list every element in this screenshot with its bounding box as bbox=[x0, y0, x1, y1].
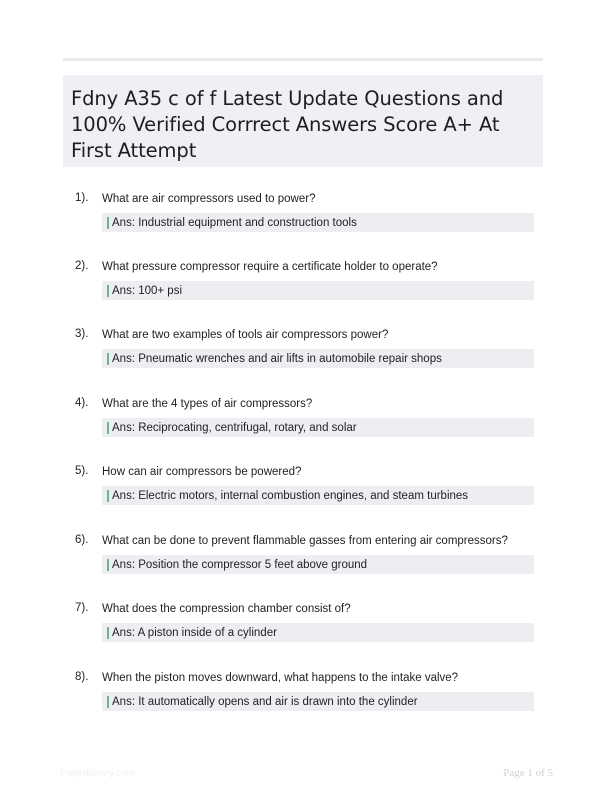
question-number: 7). bbox=[75, 602, 89, 614]
answer-text: Ans: 100+ psi bbox=[112, 284, 183, 297]
answer-marker bbox=[107, 559, 109, 571]
answer-box bbox=[102, 281, 534, 300]
answer-box bbox=[102, 692, 534, 711]
question-number: 3). bbox=[75, 328, 89, 340]
answer-text: Ans: It automatically opens and air is drawn into the cylinder bbox=[112, 695, 418, 708]
question-item bbox=[0, 191, 606, 251]
question-text: What are the 4 types of air compressors? bbox=[102, 398, 313, 410]
answer-text: Ans: Position the compressor 5 feet above ground bbox=[112, 558, 368, 571]
answer-box bbox=[102, 418, 534, 437]
answer-text: Ans: A piston inside of a cylinder bbox=[112, 626, 277, 639]
question-item bbox=[0, 327, 606, 387]
question-number: 2). bbox=[75, 260, 89, 272]
title-banner bbox=[63, 75, 543, 167]
answer-marker bbox=[107, 217, 109, 229]
question-number: 8). bbox=[75, 671, 89, 683]
question-text: How can air compressors be powered? bbox=[102, 466, 302, 478]
question-item bbox=[0, 259, 606, 319]
question-text: What are two examples of tools air compressors power? bbox=[102, 329, 389, 341]
question-item bbox=[0, 533, 606, 593]
answer-text: Ans: Industrial equipment and construction tools bbox=[112, 216, 357, 229]
question-item bbox=[0, 601, 606, 661]
answer-box bbox=[102, 213, 534, 232]
watermark-text: Paperlibrary.com bbox=[60, 768, 135, 779]
answer-box bbox=[102, 486, 534, 505]
answer-marker bbox=[107, 353, 109, 365]
answer-text: Ans: Electric motors, internal combustion engines, and steam turbines bbox=[112, 489, 469, 502]
question-text: What can be done to prevent flammable gasses from entering air compressors? bbox=[102, 535, 508, 547]
question-number: 5). bbox=[75, 465, 89, 477]
answer-marker bbox=[107, 422, 109, 434]
top-divider bbox=[63, 58, 543, 61]
answer-box bbox=[102, 349, 534, 368]
question-number: 1). bbox=[75, 192, 89, 204]
answer-marker bbox=[107, 696, 109, 708]
answer-box bbox=[102, 555, 534, 574]
answer-marker bbox=[107, 490, 109, 502]
answer-box bbox=[102, 623, 534, 642]
answer-text: Ans: Reciprocating, centrifugal, rotary, and solar bbox=[112, 421, 357, 434]
question-item bbox=[0, 464, 606, 524]
question-text: What are air compressors used to power? bbox=[102, 193, 316, 205]
answer-marker bbox=[107, 627, 109, 639]
document-title: Fdny A35 c of f Latest Update Questions and 100% Verified Corrrect Answers Score A+ At First Attempt bbox=[71, 87, 504, 162]
question-text: What pressure compressor require a certificate holder to operate? bbox=[102, 261, 438, 273]
question-text: When the piston moves downward, what happens to the intake valve? bbox=[102, 672, 459, 684]
question-item bbox=[0, 670, 606, 730]
answer-marker bbox=[107, 285, 109, 297]
question-item bbox=[0, 396, 606, 456]
question-number: 6). bbox=[75, 534, 89, 546]
answer-text: Ans: Pneumatic wrenches and air lifts in automobile repair shops bbox=[112, 352, 442, 365]
question-text: What does the compression chamber consist of? bbox=[102, 603, 351, 615]
question-number: 4). bbox=[75, 397, 89, 409]
page-indicator: Page 1 of 5 bbox=[503, 767, 553, 779]
